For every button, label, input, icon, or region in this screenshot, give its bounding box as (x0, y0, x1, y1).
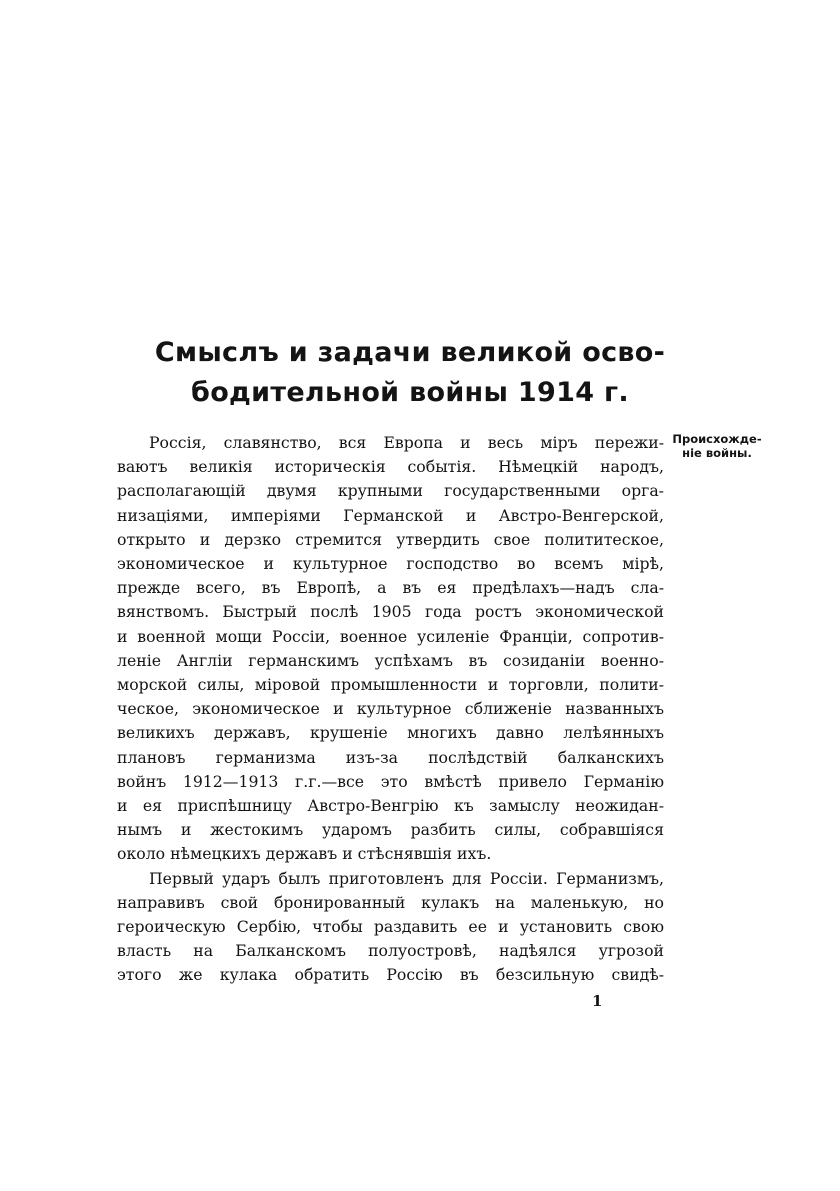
text-line: ваютъ великія историческія событія. Нѣмецкій народъ, (117, 457, 664, 477)
text-line: экономическое и культурное господство во всемъ мірѣ, (117, 554, 664, 574)
page-number: 1 (592, 992, 603, 1010)
text-line: вянствомъ. Быстрый послѣ 1905 года ростъ экономической (117, 602, 664, 622)
text-line: прежде всего, въ Европѣ, а въ ея предѣлахъ—надъ сла- (117, 578, 664, 598)
paragraph (117, 867, 664, 988)
text-line: плановъ германизма изъ-за послѣдствій балканскихъ (117, 747, 664, 767)
margin-note-line: Происхожде- (672, 432, 762, 446)
text-line: низаціями, имперіями Германской и Австро-Венгерской, (117, 505, 664, 525)
text-line: великихъ державъ, крушеніе многихъ давно лелѣянныхъ (117, 723, 664, 743)
text-line: леніе Англіи германскимъ успѣхамъ въ созиданіи военно- (117, 650, 664, 670)
text-line: Россія, славянство, вся Европа и весь міръ пережи- (149, 433, 664, 452)
text-line: нымъ и жестокимъ ударомъ разбить силы, собравшіяся (117, 820, 664, 840)
text-line: направивъ свой бронированный кулакъ на маленькую, но (117, 892, 664, 912)
text-line: войнъ 1912—1913 г.г.—все это вмѣстѣ привело Германію (117, 771, 664, 791)
paragraph (117, 431, 664, 867)
text-line: морской силы, міровой промышленности и торговли, полити- (117, 675, 664, 695)
chapter-heading (110, 333, 710, 413)
margin-note (672, 432, 762, 460)
text-line: ческое, экономическое и культурное сближеніе названныхъ (117, 699, 664, 719)
text-line: открыто и дерзко стремится утвердить свое полититеское, (117, 529, 664, 549)
text-line: располагающій двумя крупными государственными орга- (117, 481, 664, 501)
margin-note-line: ніе войны. (682, 446, 752, 460)
text-line: власть на Балканскомъ полуостровѣ, надѣялся угрозой (117, 941, 664, 961)
text-line: героическую Сербію, чтобы раздавить ее и установить свою (117, 917, 664, 937)
text-line: около нѣмецкихъ державъ и стѣснявшія ихъ. (117, 844, 492, 864)
chapter-heading-line: Смыслъ и задачи великой осво- (154, 337, 666, 368)
text-line: и военной мощи Россіи, военное усиленіе Франціи, сопротив- (117, 626, 664, 646)
text-line: Первый ударъ былъ приготовленъ для Россіи. Германизмъ, (149, 868, 664, 888)
chapter-heading-line: бодительной войны 1914 г. (191, 377, 629, 408)
text-line: и ея приспѣшницу Австро-Венгрію къ замыслу неожидан- (117, 796, 664, 816)
text-line: этого же кулака обратить Россію въ безсильную свидѣ- (117, 965, 664, 985)
body-text (117, 431, 664, 988)
